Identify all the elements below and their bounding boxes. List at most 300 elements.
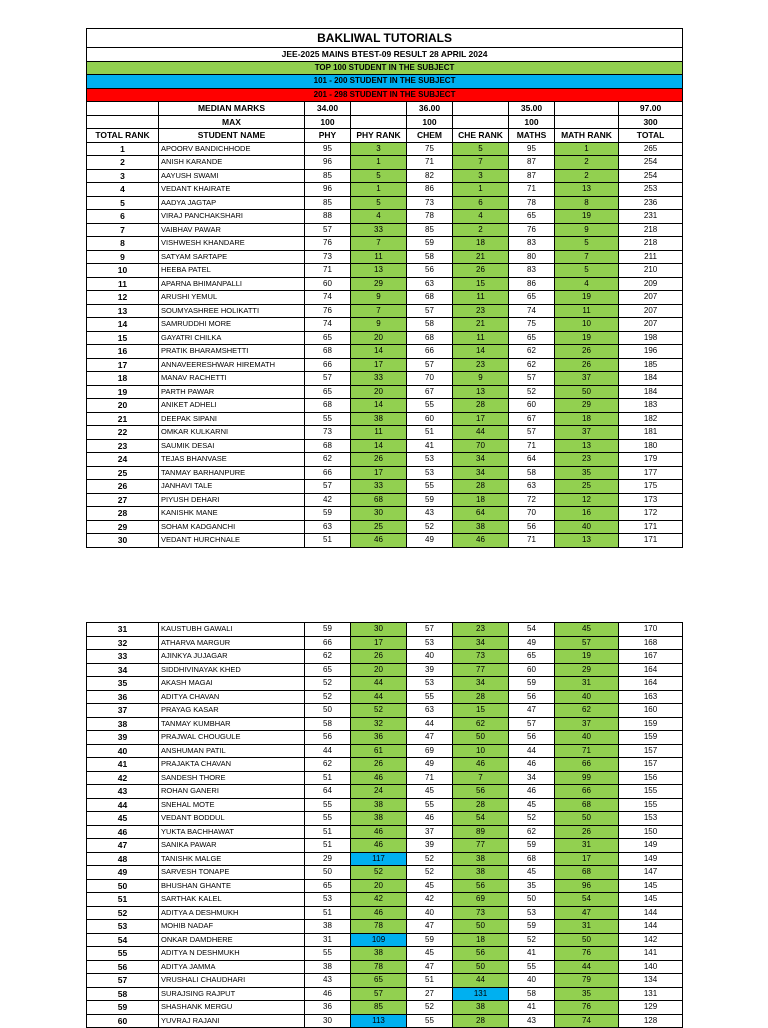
maths-marks: 60 [509,663,555,677]
student-name: SAUMIK DESAI [159,439,305,453]
phy-marks: 51 [305,825,351,839]
student-row [87,866,683,880]
che-rank: 28 [453,798,509,812]
che-rank: 73 [453,906,509,920]
total-rank: 55 [87,947,159,961]
col-chem: CHEM [407,129,453,143]
phy-rank: 68 [351,493,407,507]
chem-marks: 69 [407,744,453,758]
total-marks: 163 [619,690,683,704]
phy-marks: 74 [305,318,351,332]
chem-marks: 42 [407,893,453,907]
phy-marks: 38 [305,920,351,934]
chem-marks: 44 [407,717,453,731]
student-row [87,331,683,345]
phy-rank: 46 [351,839,407,853]
phy-rank: 46 [351,906,407,920]
phy-marks: 96 [305,183,351,197]
phy-rank: 7 [351,304,407,318]
phy-marks: 95 [305,142,351,156]
math-rank: 45 [555,623,619,637]
total-marks: 198 [619,331,683,345]
chem-marks: 70 [407,372,453,386]
student-name: GAYATRI CHILKA [159,331,305,345]
chem-marks: 63 [407,277,453,291]
che-rank: 18 [453,493,509,507]
chem-marks: 27 [407,987,453,1001]
student-row [87,636,683,650]
col-phy: PHY [305,129,351,143]
total-marks: 167 [619,650,683,664]
chem-marks: 57 [407,623,453,637]
total-marks: 185 [619,358,683,372]
che-rank: 4 [453,210,509,224]
median-row [87,102,683,116]
che-rank: 18 [453,237,509,251]
phy-marks: 60 [305,277,351,291]
chem-marks: 40 [407,906,453,920]
maths-marks: 86 [509,277,555,291]
math-rank: 40 [555,690,619,704]
maths-marks: 57 [509,426,555,440]
total-marks: 157 [619,744,683,758]
student-row [87,304,683,318]
total-marks: 144 [619,920,683,934]
che-rank: 15 [453,704,509,718]
max-phy: 100 [305,115,351,129]
total-rank: 59 [87,1001,159,1015]
phy-rank: 1 [351,156,407,170]
math-rank: 31 [555,677,619,691]
chem-marks: 55 [407,690,453,704]
student-row [87,852,683,866]
phy-marks: 96 [305,156,351,170]
median-chem: 36.00 [407,102,453,116]
student-row [87,623,683,637]
total-rank: 48 [87,852,159,866]
student-name: PARTH PAWAR [159,385,305,399]
max-chem: 100 [407,115,453,129]
math-rank: 2 [555,169,619,183]
math-rank: 40 [555,731,619,745]
che-rank: 34 [453,466,509,480]
student-name: VAIBHAV PAWAR [159,223,305,237]
phy-marks: 53 [305,893,351,907]
student-row [87,879,683,893]
total-marks: 182 [619,412,683,426]
maths-marks: 64 [509,453,555,467]
math-rank: 35 [555,987,619,1001]
student-row [87,156,683,170]
student-name: VEDANT HURCHNALE [159,534,305,548]
che-rank: 77 [453,663,509,677]
chem-marks: 47 [407,960,453,974]
total-rank: 46 [87,825,159,839]
student-name: SOUMYASHREE HOLIKATTI [159,304,305,318]
phy-rank: 29 [351,277,407,291]
maths-marks: 35 [509,879,555,893]
math-rank: 7 [555,250,619,264]
che-rank: 28 [453,1014,509,1028]
chem-marks: 53 [407,453,453,467]
math-rank: 79 [555,974,619,988]
phy-rank: 5 [351,169,407,183]
phy-rank: 17 [351,636,407,650]
student-name: SURAJSING RAJPUT [159,987,305,1001]
chem-marks: 45 [407,879,453,893]
total-rank: 24 [87,453,159,467]
total-marks: 140 [619,960,683,974]
total-marks: 172 [619,507,683,521]
total-marks: 254 [619,169,683,183]
maths-marks: 44 [509,744,555,758]
phy-rank: 38 [351,798,407,812]
student-row [87,385,683,399]
total-rank: 14 [87,318,159,332]
student-name: KANISHK MANE [159,507,305,521]
chem-marks: 71 [407,771,453,785]
chem-marks: 41 [407,439,453,453]
maths-marks: 58 [509,987,555,1001]
total-rank: 36 [87,690,159,704]
phy-marks: 68 [305,345,351,359]
total-rank: 58 [87,987,159,1001]
total-marks: 159 [619,731,683,745]
total-marks: 171 [619,520,683,534]
phy-marks: 38 [305,960,351,974]
math-rank: 44 [555,960,619,974]
chem-marks: 73 [407,196,453,210]
total-marks: 181 [619,426,683,440]
total-marks: 209 [619,277,683,291]
total-rank: 47 [87,839,159,853]
phy-marks: 62 [305,758,351,772]
chem-marks: 86 [407,183,453,197]
che-rank: 9 [453,372,509,386]
math-rank: 19 [555,291,619,305]
che-rank: 50 [453,731,509,745]
student-row [87,466,683,480]
phy-rank: 46 [351,534,407,548]
student-row [87,717,683,731]
math-rank: 9 [555,223,619,237]
che-rank: 69 [453,893,509,907]
phy-marks: 58 [305,717,351,731]
phy-rank: 46 [351,825,407,839]
total-rank: 32 [87,636,159,650]
student-row [87,250,683,264]
student-name: HEEBA PATEL [159,264,305,278]
phy-rank: 85 [351,1001,407,1015]
chem-marks: 67 [407,385,453,399]
maths-marks: 75 [509,318,555,332]
chem-marks: 53 [407,636,453,650]
che-rank: 23 [453,358,509,372]
result-table-continued [86,622,683,1028]
maths-marks: 87 [509,156,555,170]
math-rank: 76 [555,947,619,961]
phy-rank: 52 [351,704,407,718]
student-row [87,663,683,677]
student-row [87,1014,683,1028]
student-name: MANAV RACHETTI [159,372,305,386]
col-math-rank: MATH RANK [555,129,619,143]
phy-rank: 5 [351,196,407,210]
student-name: BHUSHAN GHANTE [159,879,305,893]
column-header-row [87,129,683,143]
total-rank: 22 [87,426,159,440]
student-name: ADITYA N DESHMUKH [159,947,305,961]
total-marks: 164 [619,663,683,677]
che-rank: 2 [453,223,509,237]
che-rank: 131 [453,987,509,1001]
total-rank: 33 [87,650,159,664]
student-row [87,318,683,332]
phy-marks: 30 [305,1014,351,1028]
math-rank: 62 [555,704,619,718]
student-row [87,439,683,453]
math-rank: 50 [555,933,619,947]
total-marks: 207 [619,291,683,305]
col-maths: MATHS [509,129,555,143]
maths-marks: 95 [509,142,555,156]
che-rank: 17 [453,412,509,426]
total-rank: 8 [87,237,159,251]
student-row [87,839,683,853]
maths-marks: 68 [509,852,555,866]
maths-marks: 59 [509,677,555,691]
total-rank: 38 [87,717,159,731]
maths-marks: 43 [509,1014,555,1028]
che-rank: 38 [453,520,509,534]
phy-marks: 65 [305,331,351,345]
total-marks: 156 [619,771,683,785]
maths-marks: 78 [509,196,555,210]
phy-marks: 62 [305,650,351,664]
student-name: AKASH MAGAI [159,677,305,691]
total-marks: 149 [619,852,683,866]
che-rank: 38 [453,852,509,866]
student-name: SARTHAK KALEL [159,893,305,907]
student-row [87,650,683,664]
che-rank: 56 [453,879,509,893]
phy-rank: 33 [351,372,407,386]
student-name: ANISH KARANDE [159,156,305,170]
student-name: ROHAN GANERI [159,785,305,799]
chem-marks: 57 [407,358,453,372]
che-rank: 14 [453,345,509,359]
student-name: SATYAM SARTAPE [159,250,305,264]
chem-marks: 85 [407,223,453,237]
math-rank: 35 [555,466,619,480]
total-rank: 20 [87,399,159,413]
phy-rank: 117 [351,852,407,866]
phy-rank: 20 [351,331,407,345]
student-name: ADITYA CHAVAN [159,690,305,704]
total-rank: 10 [87,264,159,278]
chem-marks: 68 [407,331,453,345]
maths-marks: 53 [509,906,555,920]
chem-marks: 55 [407,399,453,413]
math-rank: 23 [555,453,619,467]
student-name: PRATIK BHARAMSHETTI [159,345,305,359]
math-rank: 68 [555,798,619,812]
student-name: ANIKET ADHELI [159,399,305,413]
chem-marks: 56 [407,264,453,278]
phy-rank: 14 [351,345,407,359]
che-rank: 28 [453,399,509,413]
phy-rank: 113 [351,1014,407,1028]
total-rank: 57 [87,974,159,988]
che-rank: 23 [453,623,509,637]
chem-marks: 52 [407,520,453,534]
total-rank: 26 [87,480,159,494]
total-marks: 159 [619,717,683,731]
phy-rank: 25 [351,520,407,534]
student-name: SARVESH TONAPE [159,866,305,880]
phy-marks: 73 [305,250,351,264]
che-rank: 44 [453,426,509,440]
student-name: SHASHANK MERGU [159,1001,305,1015]
maths-marks: 62 [509,825,555,839]
max-row [87,115,683,129]
total-marks: 184 [619,372,683,386]
phy-marks: 46 [305,987,351,1001]
exam-subtitle: JEE-2025 MAINS BTEST-09 RESULT 28 APRIL 2024 [87,48,683,62]
student-name: SANIKA PAWAR [159,839,305,853]
maths-marks: 74 [509,304,555,318]
math-rank: 19 [555,210,619,224]
total-rank: 16 [87,345,159,359]
chem-marks: 57 [407,304,453,318]
math-rank: 37 [555,717,619,731]
maths-marks: 65 [509,331,555,345]
phy-marks: 50 [305,704,351,718]
phy-marks: 43 [305,974,351,988]
maths-marks: 40 [509,974,555,988]
math-rank: 47 [555,906,619,920]
student-row [87,210,683,224]
total-marks: 236 [619,196,683,210]
che-rank: 73 [453,650,509,664]
total-rank: 9 [87,250,159,264]
student-row [87,825,683,839]
legend-201-298: 201 - 298 STUDENT IN THE SUBJECT [87,88,683,102]
total-rank: 37 [87,704,159,718]
maths-marks: 59 [509,839,555,853]
maths-marks: 62 [509,358,555,372]
chem-marks: 55 [407,798,453,812]
student-row [87,933,683,947]
che-rank: 11 [453,331,509,345]
student-name: TANISHK MALGE [159,852,305,866]
phy-marks: 29 [305,852,351,866]
total-rank: 43 [87,785,159,799]
phy-rank: 20 [351,879,407,893]
student-name: SAMRUDDHI MORE [159,318,305,332]
phy-rank: 44 [351,677,407,691]
total-marks: 177 [619,466,683,480]
phy-marks: 64 [305,785,351,799]
phy-rank: 9 [351,291,407,305]
che-rank: 18 [453,933,509,947]
math-rank: 99 [555,771,619,785]
phy-marks: 42 [305,493,351,507]
total-marks: 170 [619,623,683,637]
maths-marks: 52 [509,812,555,826]
chem-marks: 37 [407,825,453,839]
total-rank: 25 [87,466,159,480]
che-rank: 21 [453,318,509,332]
phy-marks: 52 [305,677,351,691]
total-marks: 265 [619,142,683,156]
math-rank: 13 [555,534,619,548]
phy-rank: 36 [351,731,407,745]
phy-marks: 59 [305,623,351,637]
student-row [87,677,683,691]
maths-marks: 34 [509,771,555,785]
math-rank: 29 [555,399,619,413]
total-rank: 41 [87,758,159,772]
math-rank: 96 [555,879,619,893]
student-row [87,493,683,507]
phy-marks: 55 [305,412,351,426]
chem-marks: 52 [407,866,453,880]
total-marks: 218 [619,237,683,251]
student-name: ATHARVA MARGUR [159,636,305,650]
total-rank: 15 [87,331,159,345]
maths-marks: 49 [509,636,555,650]
student-row [87,264,683,278]
phy-rank: 46 [351,771,407,785]
chem-marks: 53 [407,677,453,691]
total-marks: 131 [619,987,683,1001]
total-marks: 142 [619,933,683,947]
student-row [87,534,683,548]
phy-marks: 50 [305,866,351,880]
chem-marks: 47 [407,920,453,934]
maths-marks: 52 [509,933,555,947]
phy-marks: 74 [305,291,351,305]
maths-marks: 76 [509,223,555,237]
student-row [87,987,683,1001]
chem-marks: 45 [407,947,453,961]
phy-marks: 85 [305,169,351,183]
math-rank: 26 [555,358,619,372]
che-rank: 13 [453,385,509,399]
student-name: OMKAR KULKARNI [159,426,305,440]
total-rank: 39 [87,731,159,745]
math-rank: 25 [555,480,619,494]
total-rank: 13 [87,304,159,318]
chem-marks: 55 [407,1014,453,1028]
student-name: VIRAJ PANCHAKSHARI [159,210,305,224]
total-marks: 253 [619,183,683,197]
chem-marks: 82 [407,169,453,183]
chem-marks: 51 [407,974,453,988]
student-row [87,291,683,305]
total-marks: 171 [619,534,683,548]
student-name: PRAJAKTA CHAVAN [159,758,305,772]
phy-rank: 61 [351,744,407,758]
student-name: AADYA JAGTAP [159,196,305,210]
maths-marks: 45 [509,798,555,812]
math-rank: 12 [555,493,619,507]
student-row [87,345,683,359]
student-name: ADITYA A DESHMUKH [159,906,305,920]
total-rank: 3 [87,169,159,183]
maths-marks: 56 [509,731,555,745]
